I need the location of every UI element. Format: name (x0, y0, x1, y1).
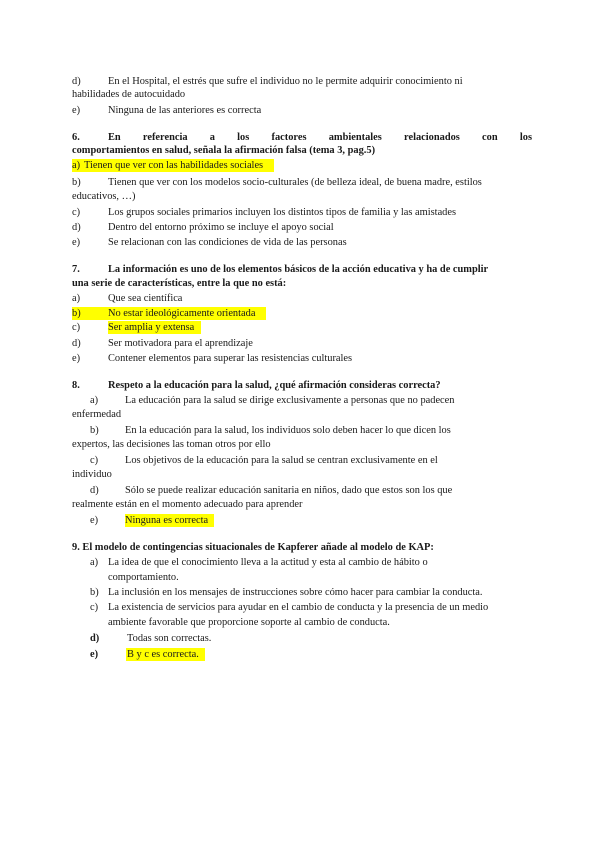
option-letter: d) (90, 633, 100, 644)
option-letter: b) (90, 425, 99, 436)
question-title: La información es uno de los elementos básicos de la acción educativa y ha de cumplir (108, 264, 489, 275)
option-text: Sólo se puede realizar educación sanitaria en niños, dado que estos son los que (125, 485, 453, 496)
option-text: La existencia de servicios para ayudar en el cambio de conducta y la presencia de un medio (108, 602, 489, 613)
option-letter: c) (90, 455, 99, 466)
option-text-cont: educativos, …) (72, 191, 136, 202)
option-text: Tienen que ver con los modelos socio-culturales (de belleza ideal, de buena madre, estilos (108, 177, 482, 188)
option-text: Todas son correctas. (127, 633, 212, 644)
option-letter: a) (72, 293, 81, 304)
option-text-cont: expertos, las decisiones las toman otros por ello (72, 439, 271, 450)
option-text-cont: enfermedad (72, 409, 122, 420)
option-letter: a) (90, 557, 99, 568)
option-text-cont: ambiente favorable que proporcione soporte al cambio de conducta. (108, 617, 390, 628)
option-text-cont: individuo (72, 469, 112, 480)
question-title-cont: una serie de características, entre la que no está: (72, 278, 287, 289)
option-text: La educación para la salud se dirige exclusivamente a personas que no padecen (125, 395, 455, 406)
option-text: Ser motivadora para el aprendizaje (108, 338, 253, 349)
question-number: 7. (72, 264, 80, 275)
option-text-cont: habilidades de autocuidado (72, 89, 186, 100)
option-text: En el Hospital, el estrés que sufre el individuo no le permite adquirir conocimiento ni (108, 76, 463, 87)
option-letter: a) (72, 160, 81, 171)
option-letter: c) (72, 207, 81, 218)
option-text: Ninguna es correcta (125, 515, 209, 526)
option-text: La idea de que el conocimiento lleva a la actitud y esta al cambio de hábito o (108, 557, 428, 568)
option-text: Los objetivos de la educación para la salud se centran exclusivamente en el (125, 455, 438, 466)
option-text-cont: realmente están en el momento adecuado para aprender (72, 499, 303, 510)
option-letter: e) (90, 649, 99, 660)
option-letter: b) (72, 177, 81, 188)
option-text: B y c es correcta. (127, 649, 199, 660)
option-letter: e) (90, 515, 99, 526)
option-letter: e) (72, 353, 81, 364)
question-title: 9. El modelo de contingencias situacionales de Kapferer añade al modelo de KAP: (72, 542, 434, 553)
option-letter: e) (72, 237, 81, 248)
option-letter: b) (90, 587, 99, 598)
option-text: Dentro del entorno próximo se incluye el apoyo social (108, 222, 334, 233)
option-letter: d) (90, 485, 99, 496)
option-letter: d) (72, 76, 81, 87)
option-text: Que sea científica (108, 293, 183, 304)
option-letter: a) (90, 395, 99, 406)
option-text: La inclusión en los mensajes de instrucciones sobre cómo hacer para cambiar la conducta. (108, 587, 483, 598)
question-number: 6. (72, 132, 80, 143)
option-letter: c) (72, 322, 81, 333)
question-title-cont: comportamientos en salud, señala la afirmación falsa (tema 3, pag.5) (72, 145, 376, 156)
option-text: Ser amplia y extensa (108, 322, 195, 333)
option-text: Contener elementos para superar las resistencias culturales (108, 353, 353, 364)
option-text: No estar ideológicamente orientada (108, 308, 256, 319)
option-letter: c) (90, 602, 99, 613)
option-text: Tienen que ver con las habilidades sociales (84, 160, 264, 171)
option-text: Los grupos sociales primarios incluyen los distintos tipos de familia y las amistades (108, 207, 457, 218)
question-title: En referencia a los factores ambientales relacionados con los (108, 132, 532, 143)
option-letter: b) (72, 308, 81, 319)
option-letter: e) (72, 105, 81, 116)
option-text: Se relacionan con las condiciones de vida de las personas (108, 237, 347, 248)
option-text: Ninguna de las anteriores es correcta (108, 105, 262, 116)
question-title: Respeto a la educación para la salud, ¿qué afirmación consideras correcta? (108, 380, 441, 391)
option-text: En la educación para la salud, los individuos solo deben hacer lo que dicen los (125, 425, 451, 436)
option-text-cont: comportamiento. (108, 572, 179, 583)
option-letter: d) (72, 222, 81, 233)
question-number: 8. (72, 380, 80, 391)
option-letter: d) (72, 338, 81, 349)
